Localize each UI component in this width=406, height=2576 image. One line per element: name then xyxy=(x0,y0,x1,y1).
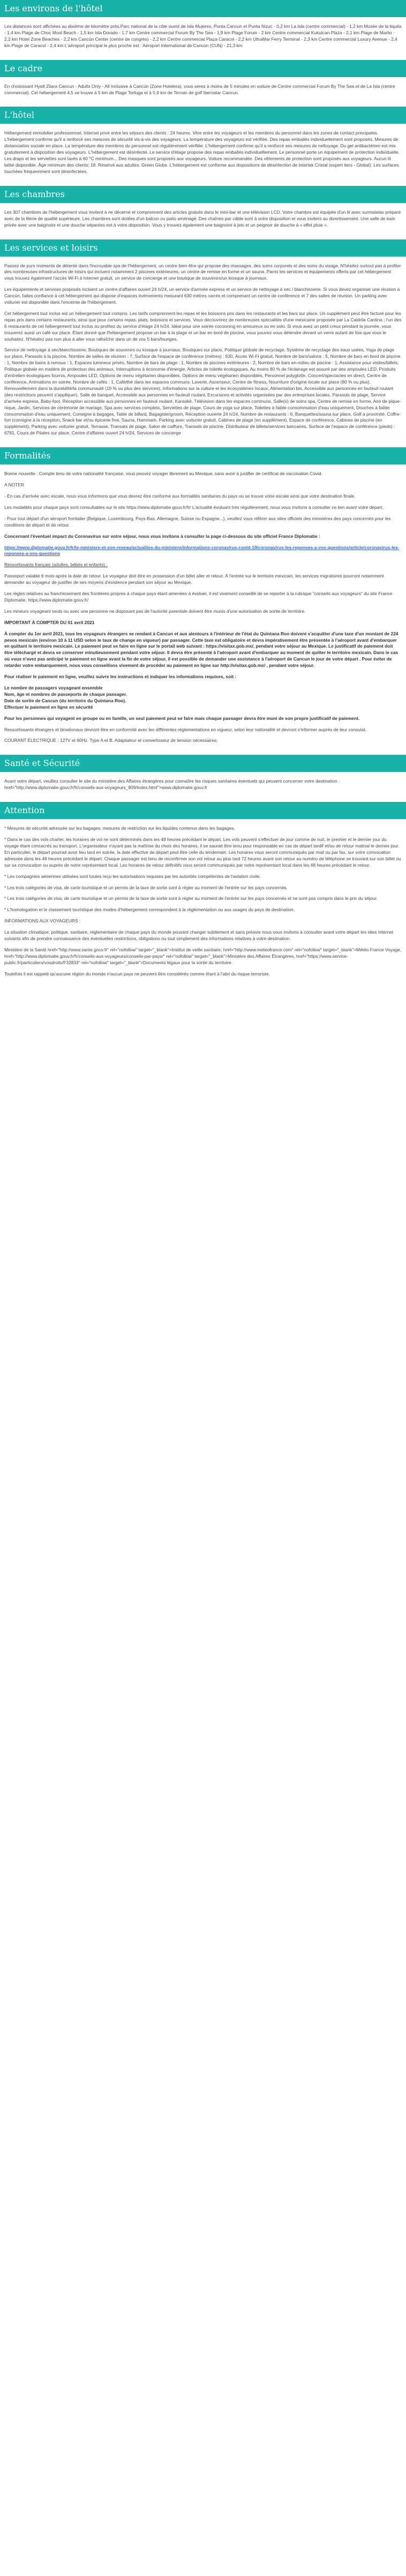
page xyxy=(0,0,406,978)
section-title: Santé et Sécurité xyxy=(0,755,406,772)
section-text: Ministère de la Santé href="http://www.sante.gouv.fr" rel="nofollow" target="_blank">Institut de veille sanitaire, href="http://www.meteofrance.com" rel="nofollow" target="_blank">Météo France Voyage, href="http://www.diplomatie.gouv.fr/fr/conseils-aux-voyageurs/conseils-par-pays/" rel="nofollow" target="_blank">Ministère des Affaires Étrangères, href="https://www.service-public.fr/particuliers/vosdroits/F32833" rel="nofollow" target="_blank">Documents légaux pour la sortie du territoire. xyxy=(4,947,402,965)
section-text: Concernant l'éventuel impact du Coronavirus sur votre séjour, nous vous invitons à consulter la page ci-dessous du site officiel France Diplomatie : xyxy=(4,533,320,539)
section-text: Les règles relatives au franchissement des frontières propres à chaque pays étant amenées à évoluer, il est vivement conseillé de se reporter à la rubrique "conseils aux voyageurs" du site France Diplomatie, https://www.diplomatie.gouv.fr/ xyxy=(4,591,393,603)
section-text: Le nombre de passagers voyageant ensemble Nom, âge et nombres de passeports de chaque passager. Date de sortie de Cancun (du territoire du Quintana Roo). Effectuer le paiement en ligne en sécurité xyxy=(4,685,127,710)
section-text: À compter du 1er avril 2021, tous les voyageurs étrangers se rendant à Cancun et aux alentours à l'intérieur de l'état du Quintana Roo doivent s'acquitter d'une taxe d'un montant de 224 pesos mexicain (environ 10 à 11 USD selon le taux de change en vigueur) par passager. Cette taxe est obligatoire et devra impérativement être présentée à l'aéroport avant d'embarquer en quittant le territoire mexicain. Le paiement peut se faire en ligne sur le portail web suivant : https://visitax.gob.mx/, pendant votre séjour au Mexique. Le justificatif de paiement doit être téléchargé et devra se conserver minutieusement pendant votre séjour. Il devra être présenté à l'aéroport avant d'embarquer au moment de quitter le territoire mexicain. Dans le cas où vous n'avez pas anticipé le paiement en ligne avant la fin de votre séjour, il est possible de demander une assistance à l'aéroport de Cancun le jour de votre départ . Pour éviter de retarder votre embarquement, nous vous conseillons vivement de procéder au paiement en ligne sur http://visitax.gob.mx/ , pendant votre séjour. xyxy=(4,630,399,669)
section-text: IMPORTANT À COMPTER DU 01 avril 2021 xyxy=(4,619,95,625)
covid-info-link[interactable]: https://www.diplomatie.gouv.fr/fr/le-ministere-et-son-reseau/actualites-du-ministere/informations-coronavirus-covid-19/coronavirus-les-reponses-a-vos-questions/article/coronavirus-les-reponses-a-vos-questions xyxy=(4,544,400,557)
section-text: A NOTER xyxy=(4,482,24,488)
section-sante xyxy=(4,755,402,791)
section-environs xyxy=(4,0,402,49)
section-text: Passez de purs moments de détente dans l'incroyable spa de l'hébergement, un centre bien-être qui propose des massages, des soins corporels et des soins du visage. N'hésitez surtout pas à profiter des nombreuses infrastructures de loisirs qui incluent notamment 2 piscines extérieures, un centre de remise en forme et un sauna. Parmi les services et équipements offerts par cet hébergement vous trouvez également l'accès Wi-Fi à Internet gratuit, un service de concierge et une boutique de souvenirs/un kiosque à journaux. xyxy=(4,262,401,281)
section-title: Les environs de l'hôtel xyxy=(0,0,406,17)
section-text: Ressortissants étrangers et binationaux devront être en conformité avec les différentes réglementations en vigueur, selon leur nationalité et devront s'informer auprès de leur consulat. xyxy=(4,726,367,732)
section-title: Formalités xyxy=(0,447,406,464)
section-text: - Pour tout départ d'un aéroport frontalier (Belgique, Luxembourg, Pays-Bas, Allemagne, Suisse ou Espagne...), veuillez vous référer aux sites officiels des ministères des pays concernés pour les conditions de départ et de retour. xyxy=(4,515,391,528)
section-text: Service de nettoyage à sec/blanchisserie, Boutiques de souvenirs ou kiosque à journaux, Boutiques sur place, Politique globale de recyclage, Système de recyclage des eaux usées, Yoga de plage sur place, Parasols à la piscine, Nombre de salles de réunion : 7, Surface de l'espace de conférence (mètres) : 630, Accès Wi-Fi gratuit, Nombre de bars/salons : 5, Nombre de bars en bord de piscine : 1, Nombre de bains à remous : 1, Espaces lumineux privés, Nombre de bars de plage : 1, Nombre de piscines extérieures : 2, Nombre de bars en-milieu de piscine : 1, Assistance pour visites/billets, Politique globale en matière de protection des animaux, Interruptions à économie d'énergie, Articles de toilette écologiques, Au moins 80 % de l'éclairage est assuré par des ampoules LED, Produits d'entretien écologiques fournis, Ampoules LED, Options de menu végétarien disponibles, Options de menu végétarien disponibles, Personnel polyglotte, Concert/spectacles en direct, Centre de conférence, Animations en soirée, Nombre de cafés : 1, Café/thé dans les espaces communs, Laverie, Ascenseur, Centre de fitness, Nourriture d'origine locale sur place (80 % ou plus), Renouvellement dans la durabilité/la communauté (10 % ou plus des services), Informations sur la culture et les écosystèmes locaux, Alimentation bio, Accessible aux personnes en fauteuil roulant (des restrictions peuvent s'appliquer), Salle de banquet, Accessible aux personnes en fauteuil roulant, Excursions et activités organisées par des entreprises locales, Parasols de plage, Service d'arrivée express, Baby-foot, Réception accessible aux personnes en fauteuil roulant, Karaoké, Télévision dans les espaces communs, Salle(s) de soins spa, Centre de remise en forme, Aire de pique-nique, Jardin, Services de cérémonie de mariage, Spa avec services complets, Serviettes de plage, Cours de yoga sur place, Toilettes à faible consommation d'eau uniquement, Douches à faible consommation d'eau uniquement, Consigne à bagages, Table de billard, Bagagiste/groom, Réception ouverte 24 h/24, Nombre de restaurants : 6, Banquettes/sauna sur place, Golf à proximité, Coffre-fort (consigne à la réception, Snack bar et/ou épicerie fine, Sauna, Hammam, Parking avec voiturier gratuit, Cabines de plage (en supplément), Espace de conférence, Cabines de piscine (en supplément), Parking avec voiturier gratuit, Terrasse, Transats de plage, Salon de coiffure, Transats de piscine, Distributeur de billets/services bancaires, Surface de l'espace de conférence (pieds) : 6781, Cours de Pilates sur place, Centre d'affaires ouvert 24 h/24, Services de concierge xyxy=(4,347,401,436)
section-text: La situation climatique, politique, sanitaire, réglementaire de chaque pays du monde pouvant changer subitement et sans préavis nous vous invitons à consulter avant votre départ les sites Internet suivants afin de prendre connaissance des éventuelles restrictions, obligations ou tout simplement des informations relatives à votre destination. xyxy=(4,929,394,942)
section-text: En choisissant Hyatt Ziiara Cancun - Adults Only - All Inclusive à Cancún (Zone Hotelera), vous serez à moins de 5 minutes en voiture de Centre commercial Forum By The Sea et de La Isla (centre commercial). Cet hébergement 4,5 se trouve à 5 km de Plage Tortuga et à 5,9 km de Terrain de golf Iberostar Cancun. xyxy=(4,83,395,95)
section-text: Toutefois il est rappelé qu'aucune région du monde n'aucun pays ne peuvent être considérés comme étant à l'abri du risque terroriste. xyxy=(4,971,270,977)
section-text: INFORMATIONS AUX VOYAGEURS : xyxy=(4,918,81,924)
section-text: COURANT ÉLECTRIQUE : 127V et 60Hz. Type A et B. Adaptateur et convertisseur de tension nécessaires. xyxy=(4,738,218,743)
section-text: * Les compagnies aériennes utilisées sont toutes reçu les autorisations requises par les autorités compétentes de l'aviation civile. xyxy=(4,873,261,879)
section-services xyxy=(4,239,402,437)
section-text: Passeport valable 6 mois après la date de retour. Le voyageur doit être en possession d'un billet aller et retour. À l'entrée sur le territoire mexicain, les services migratoires pourront notamment demander au voyageur de justifier de ses moyens d'existence pendant son séjour au Mexique. xyxy=(4,573,384,585)
section-text: * Les trois catégories de visa, de carte touristique et un permis de la taxe de sortie sont à régler au moment de l'entrée sur les pays concernés. xyxy=(4,884,288,890)
section-text: Les 307 chambres de l'hébergement vous invitent à ne décerné et comprennent des articles gratuits dans le mini-bar et une télévision LCD. Votre chambre est équipée d'un lit avec surmatelas préparé avec de la literie de qualité supérieure. Les chambres sont dotées d'un balcon ou patio aménagé. Des chaînes par câble sont à votre disposition et vous invitent au divertissement. Une salle de bain privée avec une baignoire et une douche séparées est à votre disposition. Vous y trouvez également une baignoire à jets et un peignoir de douche à « effet pluie ». xyxy=(4,209,401,228)
section-hotel xyxy=(4,107,402,175)
section-title: Le cadre xyxy=(0,60,406,77)
section-chambres xyxy=(4,186,402,229)
section-text: Pour réaliser le paiement en ligne, veuillez suivre les instructions et indiquer les informations requises, soit : xyxy=(4,674,237,680)
section-cadre xyxy=(4,60,402,96)
section-text: * L'homologation et le classement touristique des modes d'hébergement correspondent à la réglementation ou aux usages du pays de destination. xyxy=(4,907,295,913)
section-title: L'hôtel xyxy=(0,107,406,124)
section-text: Les mineurs voyageant seuls ou avec une personne ne disposant pas de l'autorité parentale doivent être munis d'une autorisation de sortie de territoire. xyxy=(4,608,306,614)
section-text: - En cas d'arrivée avec escale, nous vous informons que vous devrez être conforme aux formalités sanitaires du pays où se trouve votre escale ainsi que votre destination finale. xyxy=(4,493,356,499)
section-title: Attention xyxy=(0,802,406,819)
section-text: Cet hébergement tout inclus est un hébergement tout compris. Les tarifs comprennent les repas et les boissons pris dans les restaurants et les bars sur place. Un supplément peut être facturé pour les repas pris dans certains restaurants, ainsi que pour certains repas, plats, boissons et services. Vous découvrirez de nombreuses spécialités d'une mexicaine proposée par La Caldrila Cantina ; l'un des 6 restaurants de cet hébergement tout inclus ou profitez du service d'étage 24 h/24. Idéal pour une soirée cocooning en amoureux ou en solo. Si vous avez un petit creux pendant la journée, vous trouverez aussi un café sur place. Étant donné que l'hébergement propose un bar à la plage et un bar en bord de piscine, vous pouvez vous détendre devant un verre autant de fois que vous le souhaitez. N'hésitez pas non plus à aller vous rafraîchir dans un de vos 5 bars/lounges. xyxy=(4,310,402,342)
section-text: Les équipements et services proposés incluent un centre d'affaires ouvert 24 h/24, un service d'arrivée express et un service de nettoyage à sec / blanchisserie. Si vous devez organiser une réunion à Cancún, faites confiance à cet hébergement qui dispose d'espaces événements mesurant 630 mètres carrés et comprenant un centre de conférence et 7 des salles de réunion. Un parking avec voiturier est disponible dans l'enceinte de l'hébergement. xyxy=(4,287,400,305)
section-text: Bonne nouvelle : Compte tenu de votre nationalité française, vous pouvez voyager librement au Mexique, sans avoir à justifier de certificat de vaccination Covid. xyxy=(4,471,323,477)
section-text: * Mesures de sécurité adressée sur les bagages: mesures de restriction sur les liquides contenus dans les bagages. xyxy=(4,825,235,831)
section-attention xyxy=(4,802,402,977)
section-formalites xyxy=(4,447,402,744)
section-text: * Les trois catégories de visa, de carte touristique et un permis de la taxe de sortie sont à régler au moment de l'entrée sur les pays concernés et ne sont pas compris dans le prix du séjour. xyxy=(4,896,378,902)
section-text: Pour les personnes qui voyagent en groupe ou en famille, un seul paiement peut se faire mais chaque passager devra être muni de son propre justificatif de paiement. xyxy=(4,715,360,721)
section-title: Les chambres xyxy=(0,186,406,203)
section-title: Les services et loisirs xyxy=(0,239,406,257)
section-text: Les distances sont affichées au dixième de kilomètre près.Parc national de la côte ouest de Isla Mujeres, Punta Cancun et Punta Nizuc - 0,2 km La Isla (centre commercial) - 1,2 km Musée de la tiquila - 1,4 km Plage de Choc Mool Beach - 1,5 km Isla Dorado - 1,7 km Centre commercial Forum By The Sea - 1,9 km Plage Forum - 2 km Centre commercial Kukulcan Plaza - 2,1 km Plage de Marlin - 2,2 km Hotel Zone Beaches - 2,2 km Cancún Center (centre de congrès) - 2,2 km Centre commercial Plaza Caracol - 2,2 km UltraMar Ferry Terminal - 2,3 km Centre commercial Luxury Avenue - 2,4 km Plage de Caracol - 2,4 km L'aéroport principal le plus proche est : Aéroport International de Cancún (CUN) - 21,3 km xyxy=(4,24,402,48)
section-text: Les modalités pour chaque pays sont consultables sur le site https://www.diplomatie.gouv.fr/fr/ L'actualité évoluant très régulièrement, nous vous invitons à consulter ce lien avant votre départ. xyxy=(4,504,384,510)
section-text: * Dans le cas des vols charter, les horaires de vol ne sont déterminés dans les 48 heures précédant le départ. Les vols peuvent s'effectuer de jour comme de nuit, le premier et le dernier jour du voyage étant consacrés au transport. L'organisateur n'ayant pas la maîtrise du choix des horaires, il se saurait être tenu pour responsable en cas de départ tardif et/ou de retour matinal le dernier jour. En particulier, le départ pourrait avoir lieu tard en soirée, la date effective de départ peut être celle du lendemain. Les horaires vous seront communiqués par mail ou par fax, sur votre convocation adressée dans les 48 heures précédant le départ. Chaque passager est tenu de reconfirmer son vol retour au plus tard 72 heures avant son retour au numéro de téléphone se trouvant sur son billet ou sur sa convocation ou auprès de notre représentant local. Les horaires de retour définitifs vous seront communiqués par notre représentant local dans les 48 heures précédant le retour. xyxy=(4,837,401,868)
section-text: Avant votre départ, veuillez consulter le site du ministère des Affaires étrangères pour connaître les risques sanitaires éventuels qui peuvent concerner votre destination : href="http://www.diplomatie.gouv.fr/fr/conseils-aux-voyageurs_909/index.html">www.diplomatie.gouv.fr xyxy=(4,778,340,791)
section-text: Hébergement immobilier professionnel, Internet privé entre les séjours des clients : 24 heures. Vitre entre les voyageurs et les membres du personnel dans les zones de contact principales. L'hébergement confirme qu'il a renforcé ses mesures de sécurité vis-à-vis des voyageurs. La température des voyageurs est vérifiée. Des repas emballés individuellement sont proposés. Mesures de distanciation sociale en place. La température des membres du personnel est régulièrement vérifiée. L'hébergement confirme qu'il a renforcé ses mesures de nettoyage. Du gel antibactérien est mis gratuitement à disposition des voyageurs. L'hébergement est désinfecté. Le service d'étage propose des repas emballés individuellement. Le personnel porte un équipement de protection individuelle. Les draps et les serviettes sont lavés à 60 °C minimum... Des masques sont proposés aux voyageurs. Voiture recommandée. Des vêtements de protection sont proposés aux voyageurs. Aucun lit bébé disponible. Âge minimum des clients: 18. Réservé aux adultes. Green Globe. L'hébergement est conforme aux dispositions de désinfection de Intertek Cristal (expert tiers - Global). Les surfaces touchées fréquemment sont désinfectées. xyxy=(4,130,400,174)
section-text: Ressortissants français (adultes, bébés et enfants) : xyxy=(4,562,108,568)
